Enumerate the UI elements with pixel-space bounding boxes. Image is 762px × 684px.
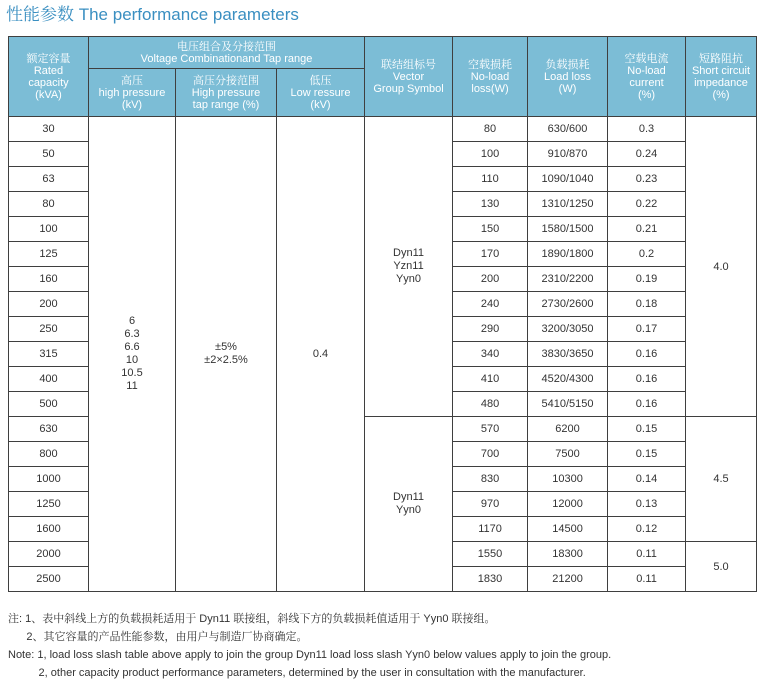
no-load-current-cell: 0.13: [608, 492, 686, 517]
no-load-loss-cell: 240: [453, 292, 528, 317]
load-loss-cell: 630/600: [528, 117, 608, 142]
capacity-cell: 500: [9, 392, 89, 417]
load-loss-cell: 4520/4300: [528, 367, 608, 392]
capacity-cell: 100: [9, 217, 89, 242]
impedance-cell: 5.0: [686, 542, 757, 592]
load-loss-cell: 1310/1250: [528, 192, 608, 217]
no-load-loss-cell: 480: [453, 392, 528, 417]
capacity-cell: 63: [9, 167, 89, 192]
load-loss-cell: 1090/1040: [528, 167, 608, 192]
load-loss-cell: 14500: [528, 517, 608, 542]
no-load-loss-cell: 200: [453, 267, 528, 292]
capacity-cell: 200: [9, 292, 89, 317]
load-loss-cell: 7500: [528, 442, 608, 467]
impedance-cell: 4.0: [686, 117, 757, 417]
load-loss-cell: 3200/3050: [528, 317, 608, 342]
capacity-cell: 800: [9, 442, 89, 467]
vector-group-cell: Dyn11 Yzn11 Yyn0: [365, 117, 453, 417]
no-load-loss-cell: 100: [453, 142, 528, 167]
no-load-current-cell: 0.15: [608, 442, 686, 467]
load-loss-cell: 18300: [528, 542, 608, 567]
header-no-load-current: 空载电流 No-load current (%): [608, 37, 686, 117]
capacity-cell: 160: [9, 267, 89, 292]
capacity-cell: 315: [9, 342, 89, 367]
table-row: [9, 117, 757, 142]
no-load-loss-cell: 1550: [453, 542, 528, 567]
no-load-current-cell: 0.22: [608, 192, 686, 217]
no-load-current-cell: 0.15: [608, 417, 686, 442]
capacity-cell: 2500: [9, 567, 89, 592]
header-voltage-group: 电压组合及分接范围 Voltage Combinationand Tap range: [89, 37, 365, 69]
capacity-cell: 630: [9, 417, 89, 442]
no-load-loss-cell: 970: [453, 492, 528, 517]
impedance-cell: 4.5: [686, 417, 757, 542]
capacity-cell: 50: [9, 142, 89, 167]
header-no-load-loss: 空载损耗 No-load loss(W): [453, 37, 528, 117]
capacity-cell: 1600: [9, 517, 89, 542]
no-load-loss-cell: 1830: [453, 567, 528, 592]
capacity-cell: 1250: [9, 492, 89, 517]
header-short-circuit: 短路阻抗 Short circuit impedance (%): [686, 37, 757, 117]
no-load-loss-cell: 80: [453, 117, 528, 142]
load-loss-cell: 12000: [528, 492, 608, 517]
capacity-cell: 250: [9, 317, 89, 342]
header-vector-group: 联结组标号 Vector Group Symbol: [365, 37, 453, 117]
table-body: [9, 117, 757, 592]
no-load-current-cell: 0.11: [608, 567, 686, 592]
no-load-loss-cell: 410: [453, 367, 528, 392]
load-loss-cell: 1890/1800: [528, 242, 608, 267]
capacity-cell: 400: [9, 367, 89, 392]
no-load-loss-cell: 700: [453, 442, 528, 467]
no-load-current-cell: 0.3: [608, 117, 686, 142]
no-load-current-cell: 0.16: [608, 392, 686, 417]
header-capacity: 额定容量 Rated capacity (kVA): [9, 37, 89, 117]
capacity-cell: 125: [9, 242, 89, 267]
no-load-current-cell: 0.14: [608, 467, 686, 492]
high-pressure-cell: 6 6.3 6.6 10 10.5 11: [89, 117, 176, 592]
low-pressure-cell: 0.4: [277, 117, 365, 592]
no-load-current-cell: 0.12: [608, 517, 686, 542]
load-loss-cell: 2310/2200: [528, 267, 608, 292]
no-load-current-cell: 0.16: [608, 367, 686, 392]
load-loss-cell: 6200: [528, 417, 608, 442]
no-load-current-cell: 0.17: [608, 317, 686, 342]
tap-range-cell: ±5% ±2×2.5%: [176, 117, 277, 592]
header-high-pressure: 高压 high pressure (kV): [89, 69, 176, 117]
page-title: 性能参数 The performance parameters: [6, 5, 299, 24]
note-cn-2: 2、其它容量的产品性能参数，由用户与制造厂协商确定。: [8, 631, 308, 643]
no-load-loss-cell: 570: [453, 417, 528, 442]
note-cn-1: 注: 1、表中斜线上方的负载损耗适用于 Dyn11 联接组，斜线下方的负载损耗值适用于 Yyn0 联接组。: [8, 613, 496, 625]
load-loss-cell: 5410/5150: [528, 392, 608, 417]
capacity-cell: 80: [9, 192, 89, 217]
no-load-current-cell: 0.24: [608, 142, 686, 167]
performance-table: [8, 36, 757, 592]
no-load-current-cell: 0.16: [608, 342, 686, 367]
no-load-current-cell: 0.19: [608, 267, 686, 292]
capacity-cell: 30: [9, 117, 89, 142]
load-loss-cell: 2730/2600: [528, 292, 608, 317]
load-loss-cell: 21200: [528, 567, 608, 592]
no-load-loss-cell: 110: [453, 167, 528, 192]
no-load-loss-cell: 130: [453, 192, 528, 217]
capacity-cell: 1000: [9, 467, 89, 492]
no-load-loss-cell: 150: [453, 217, 528, 242]
no-load-current-cell: 0.11: [608, 542, 686, 567]
no-load-loss-cell: 290: [453, 317, 528, 342]
notes: [8, 610, 611, 682]
note-en-1: Note: 1, load loss slash table above apply to join the group Dyn11 load loss slash Yyn0 below values apply to join the group.: [8, 649, 612, 661]
vector-group-cell: Dyn11 Yyn0: [365, 417, 453, 592]
load-loss-cell: 10300: [528, 467, 608, 492]
no-load-loss-cell: 1170: [453, 517, 528, 542]
no-load-current-cell: 0.2: [608, 242, 686, 267]
no-load-current-cell: 0.23: [608, 167, 686, 192]
capacity-cell: 2000: [9, 542, 89, 567]
load-loss-cell: 1580/1500: [528, 217, 608, 242]
no-load-loss-cell: 170: [453, 242, 528, 267]
no-load-loss-cell: 340: [453, 342, 528, 367]
load-loss-cell: 910/870: [528, 142, 608, 167]
no-load-loss-cell: 830: [453, 467, 528, 492]
load-loss-cell: 3830/3650: [528, 342, 608, 367]
header-load-loss: 负载损耗 Load loss (W): [528, 37, 608, 117]
header-low-pressure: 低压 Low ressure (kV): [277, 69, 365, 117]
note-en-2: 2, other capacity product performance parameters, determined by the user in consultation with the manufacturer.: [8, 667, 586, 679]
no-load-current-cell: 0.18: [608, 292, 686, 317]
header-tap-range: 高压分接范围 High pressure tap range (%): [176, 69, 277, 117]
no-load-current-cell: 0.21: [608, 217, 686, 242]
